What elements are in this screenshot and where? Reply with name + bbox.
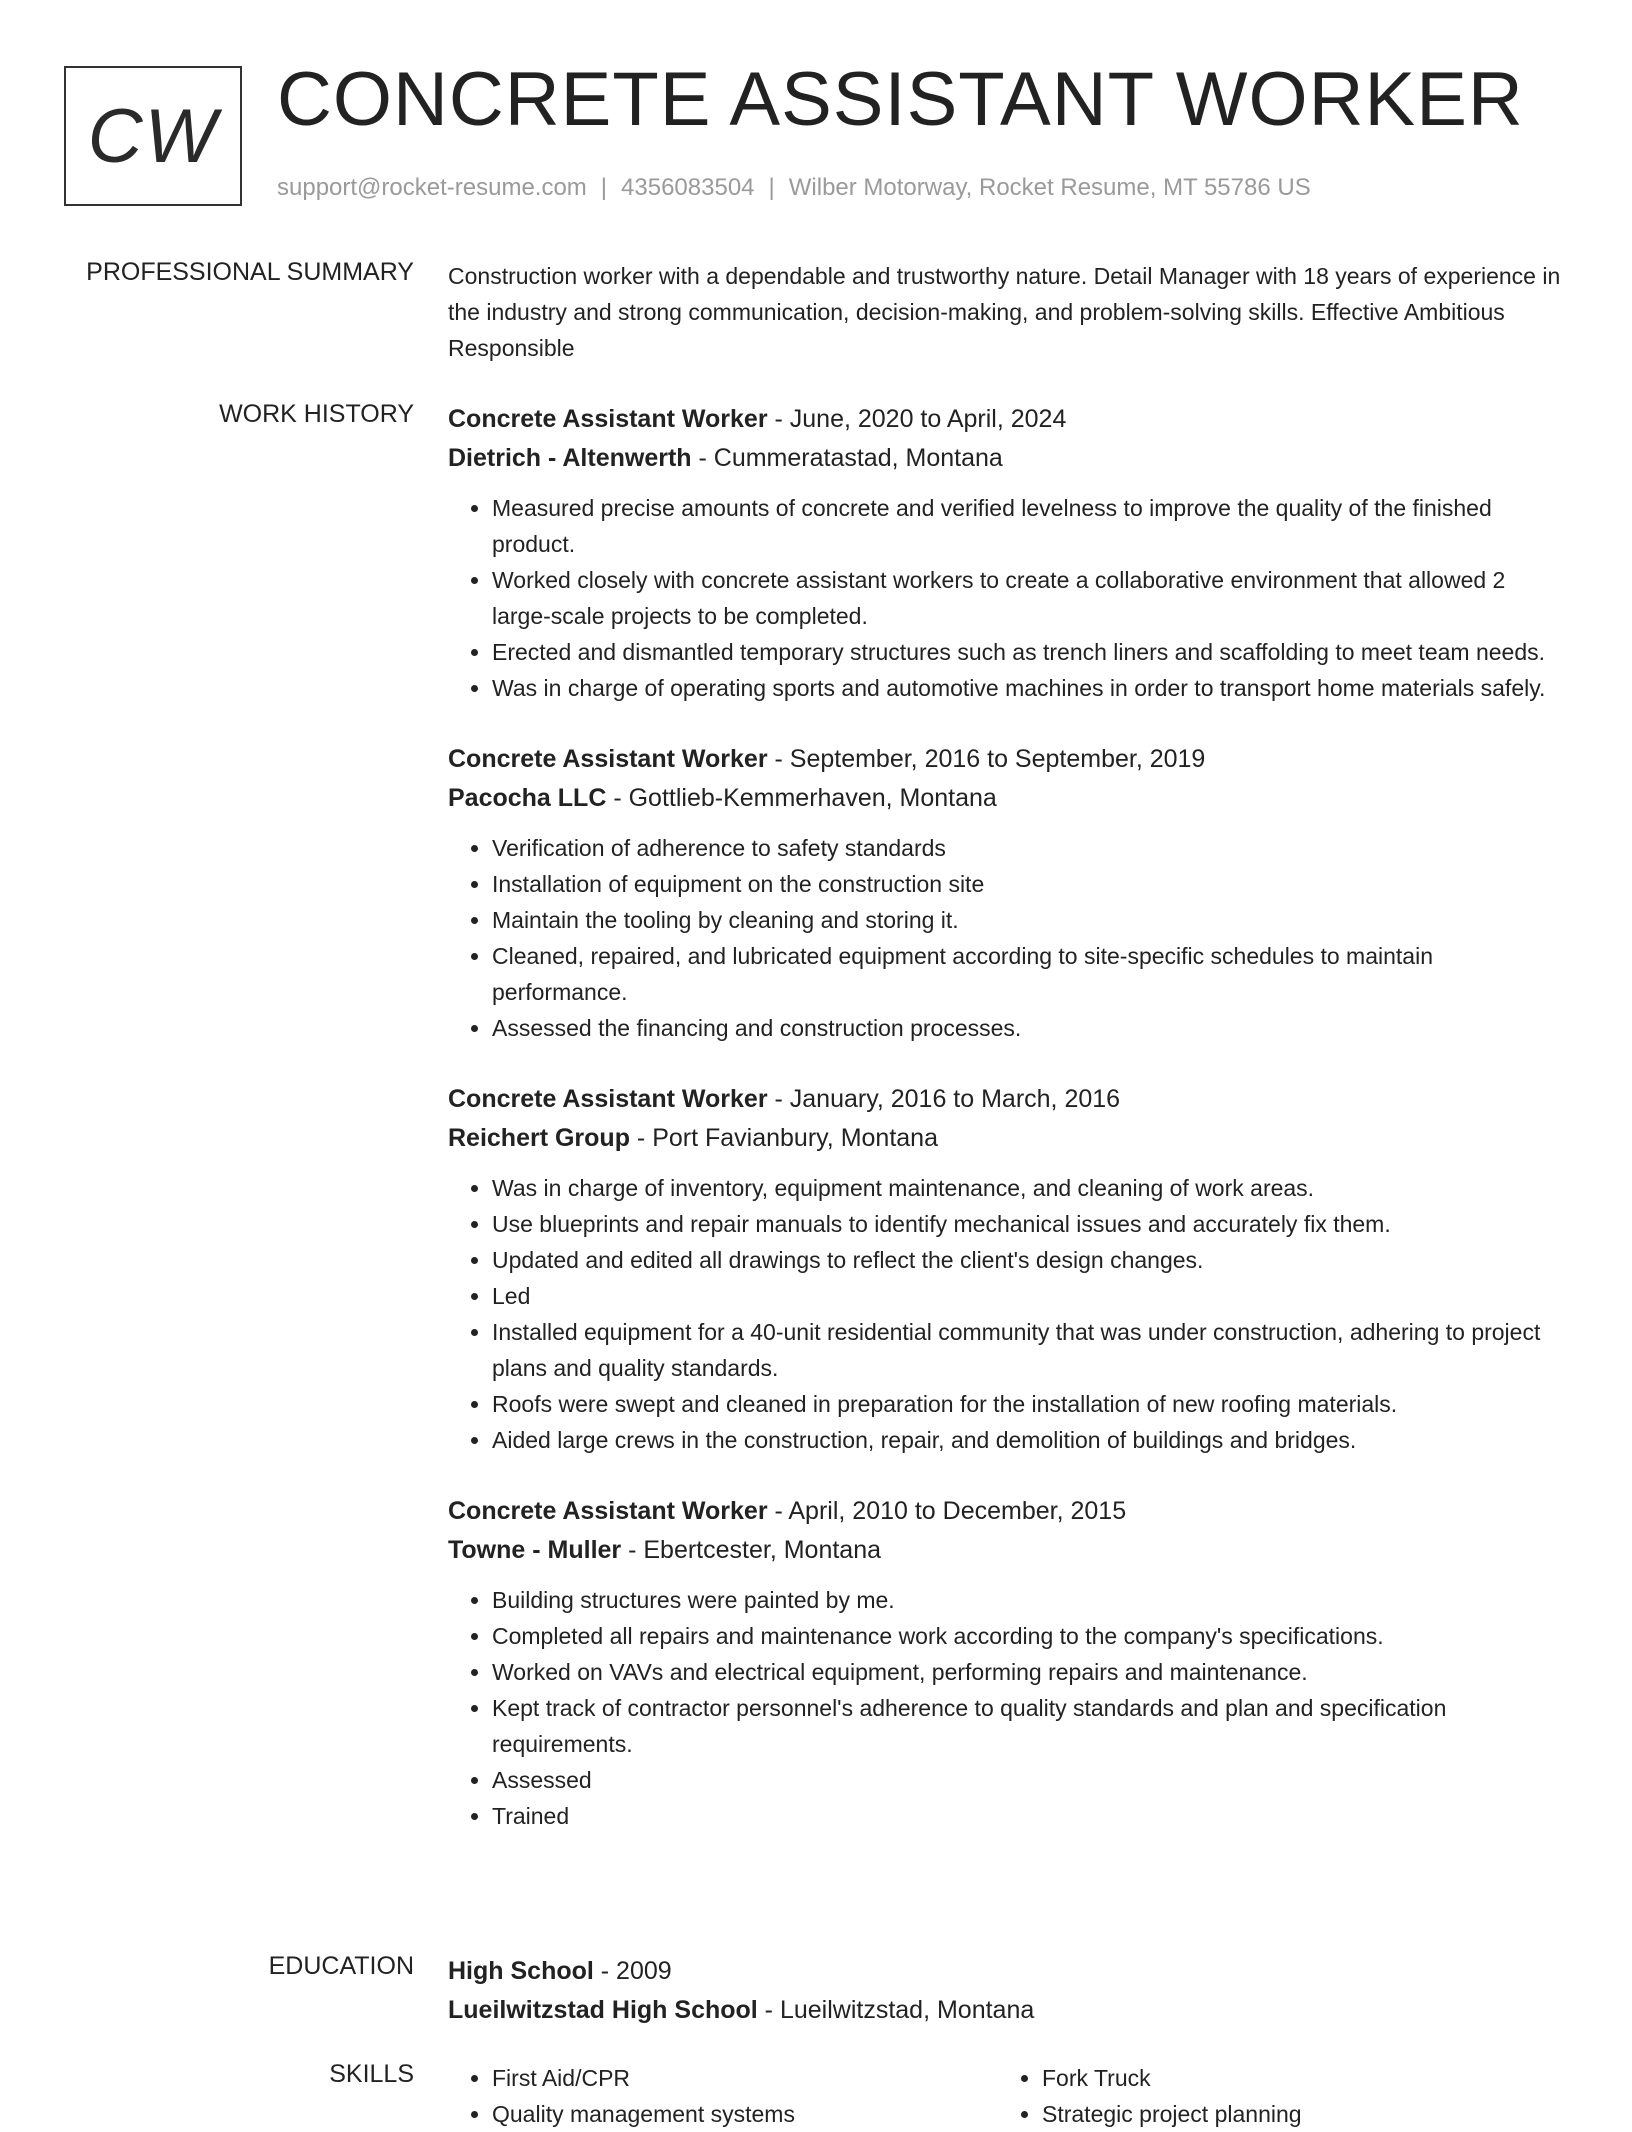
duty-item: • Aided large crews in the construction, repair, and demolition of buildings and bridges. bbox=[492, 1422, 1564, 1458]
job-company-line bbox=[448, 779, 1564, 818]
skills-columns bbox=[448, 2060, 1564, 2132]
duty-item: • Installation of equipment on the construction site bbox=[492, 866, 1564, 902]
duty-item: • Verification of adherence to safety standards bbox=[492, 830, 1564, 866]
job-entry bbox=[448, 740, 1564, 1046]
duty-item: • Maintain the tooling by cleaning and storing it. bbox=[492, 902, 1564, 938]
job-location: - Ebertcester, Montana bbox=[621, 1536, 882, 1564]
resume-name: CONCRETE ASSISTANT WORKER bbox=[277, 57, 1524, 142]
summary-text: Construction worker with a dependable and trustworthy nature. Detail Manager with 18 years of experience in the industry and strong communication, decision-making, and problem-solving skills. Effective Ambitious Responsible bbox=[448, 263, 1561, 361]
job-company-line bbox=[448, 439, 1564, 478]
duty-item: • Use blueprints and repair manuals to identify mechanical issues and accurately fix them. bbox=[492, 1206, 1564, 1242]
job-title: Concrete Assistant Worker bbox=[448, 405, 768, 433]
duty-list bbox=[448, 1582, 1564, 1834]
duty-item: • Led bbox=[492, 1278, 1564, 1314]
skills-list-right bbox=[998, 2060, 1548, 2132]
job-title: Concrete Assistant Worker bbox=[448, 745, 768, 773]
school-name: Lueilwitzstad High School bbox=[448, 1996, 758, 2024]
skills-list-left bbox=[448, 2060, 998, 2132]
duty-item: • Building structures were painted by me. bbox=[492, 1582, 1564, 1618]
job-company: Reichert Group bbox=[448, 1124, 630, 1152]
duty-item: • Worked closely with concrete assistant workers to create a collaborative environment that allowed 2 large-scale projects to be completed. bbox=[492, 562, 1564, 634]
skill-item: • Quality management systems bbox=[492, 2096, 998, 2132]
job-entry bbox=[448, 1080, 1564, 1458]
duty-list bbox=[448, 1170, 1564, 1458]
job-dates: - April, 2010 to December, 2015 bbox=[767, 1497, 1127, 1525]
duty-item: • Was in charge of operating sports and automotive machines in order to transport home materials safely. bbox=[492, 670, 1564, 706]
job-title-line bbox=[448, 1492, 1564, 1531]
duty-item: • Updated and edited all drawings to reflect the client's design changes. bbox=[492, 1242, 1564, 1278]
job-entry bbox=[448, 400, 1564, 706]
job-title: Concrete Assistant Worker bbox=[448, 1085, 768, 1113]
job-location: - Cummeratastad, Montana bbox=[691, 444, 1003, 472]
job-company: Pacocha LLC bbox=[448, 784, 607, 812]
job-company: Towne - Muller bbox=[448, 1536, 622, 1564]
duty-item: • Assessed the financing and construction processes. bbox=[492, 1010, 1564, 1046]
education-label: EDUCATION bbox=[268, 1952, 414, 1980]
contact-separator: | bbox=[768, 174, 775, 201]
duty-item: • Roofs were swept and cleaned in preparation for the installation of new roofing materials. bbox=[492, 1386, 1564, 1422]
job-dates: - June, 2020 to April, 2024 bbox=[767, 405, 1067, 433]
duty-item: • Cleaned, repaired, and lubricated equipment according to site-specific schedules to maintain performance. bbox=[492, 938, 1564, 1010]
duty-item: • Measured precise amounts of concrete and verified levelness to improve the quality of the finished product. bbox=[492, 490, 1564, 562]
contact-address: Wilber Motorway, Rocket Resume, MT 55786 US bbox=[788, 174, 1311, 201]
job-title-line bbox=[448, 1080, 1564, 1119]
duty-item: • Was in charge of inventory, equipment maintenance, and cleaning of work areas. bbox=[492, 1170, 1564, 1206]
duty-item: • Worked on VAVs and electrical equipment, performing repairs and maintenance. bbox=[492, 1654, 1564, 1690]
job-location: - Gottlieb-Kemmerhaven, Montana bbox=[606, 784, 997, 812]
school-location: - Lueilwitzstad, Montana bbox=[757, 1996, 1035, 2024]
contact-separator: | bbox=[600, 174, 608, 201]
skill-item: • First Aid/CPR bbox=[492, 2060, 998, 2096]
work-history-label: WORK HISTORY bbox=[219, 400, 414, 428]
job-entry bbox=[448, 1492, 1564, 1834]
job-company-line bbox=[448, 1119, 1564, 1158]
summary-label: PROFESSIONAL SUMMARY bbox=[86, 258, 414, 286]
school-line bbox=[448, 1991, 1564, 2030]
job-dates: - January, 2016 to March, 2016 bbox=[767, 1085, 1121, 1113]
degree: High School bbox=[448, 1957, 594, 1985]
duty-item: • Trained bbox=[492, 1798, 1564, 1834]
duty-item: • Erected and dismantled temporary structures such as trench liners and scaffolding to meet team needs. bbox=[492, 634, 1564, 670]
education-entry bbox=[448, 1952, 1564, 2030]
work-history-list bbox=[448, 400, 1564, 1868]
monogram: CW bbox=[64, 66, 242, 206]
duty-list bbox=[448, 490, 1564, 706]
skill-item: • Strategic project planning bbox=[1042, 2096, 1548, 2132]
job-dates: - September, 2016 to September, 2019 bbox=[767, 745, 1206, 773]
skill-item: • Fork Truck bbox=[1042, 2060, 1548, 2096]
job-company: Dietrich - Altenwerth bbox=[448, 444, 692, 472]
duty-item: • Completed all repairs and maintenance work according to the company's specifications. bbox=[492, 1618, 1564, 1654]
duty-item: • Assessed bbox=[492, 1762, 1564, 1798]
job-location: - Port Favianbury, Montana bbox=[629, 1124, 938, 1152]
duty-item: • Installed equipment for a 40-unit residential community that was under construction, adhering to project plans and quality standards. bbox=[492, 1314, 1564, 1386]
duty-item: • Kept track of contractor personnel's adherence to quality standards and plan and specification requirements. bbox=[492, 1690, 1564, 1762]
job-title-line bbox=[448, 400, 1564, 439]
contact-phone: 4356083504 bbox=[621, 174, 755, 201]
job-company-line bbox=[448, 1531, 1564, 1570]
contact-email: support@rocket-resume.com bbox=[277, 174, 587, 201]
job-title-line bbox=[448, 740, 1564, 779]
duty-list bbox=[448, 830, 1564, 1046]
job-title: Concrete Assistant Worker bbox=[448, 1497, 768, 1525]
contact-line bbox=[277, 174, 1311, 202]
degree-line bbox=[448, 1952, 1564, 1991]
skills-label: SKILLS bbox=[329, 2060, 414, 2088]
graduation-year: - 2009 bbox=[593, 1957, 672, 1985]
